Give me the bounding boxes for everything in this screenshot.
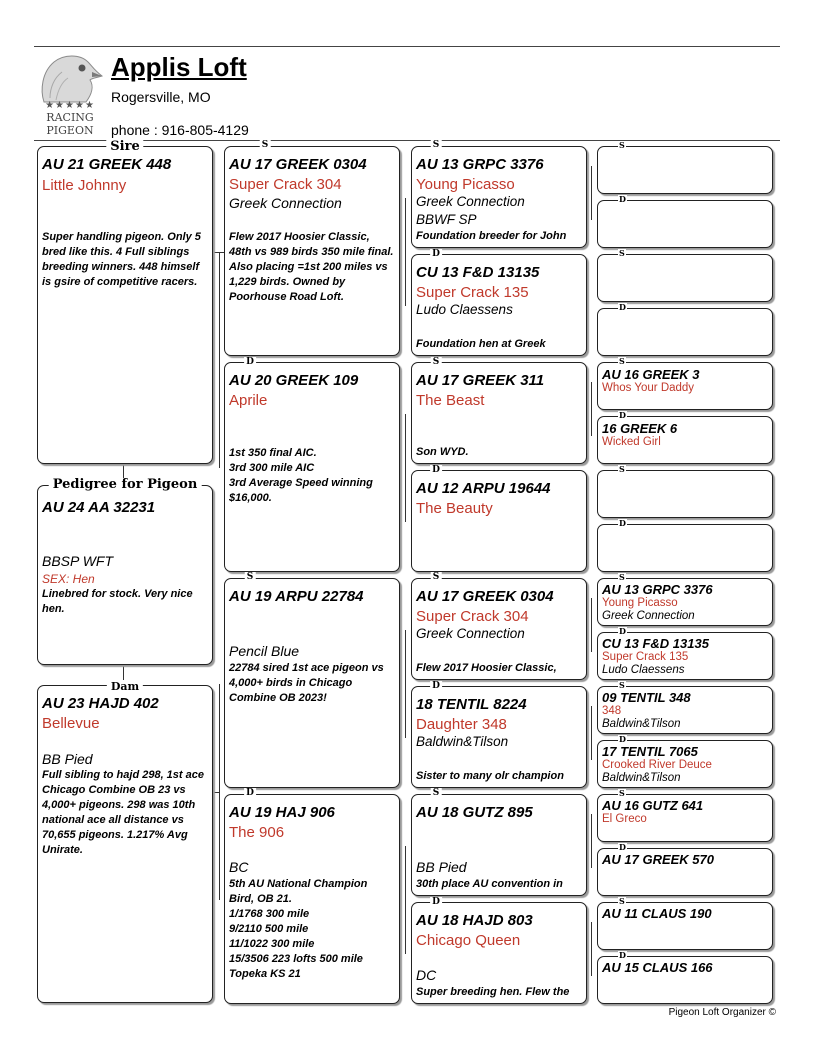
gen4-s-marker: S xyxy=(619,356,625,366)
top-rule xyxy=(34,46,780,47)
gen3-name: The Beauty xyxy=(416,500,493,517)
gen3-s-marker: S xyxy=(432,788,440,798)
gen4-s-marker: S xyxy=(619,788,625,798)
dam-gen2-vertical xyxy=(219,684,220,900)
gen2-card[interactable] xyxy=(224,146,400,356)
gen4-card[interactable] xyxy=(597,200,773,248)
gen4-d-marker: D xyxy=(619,302,626,312)
gen3-d-marker: D xyxy=(432,249,440,259)
logo-text-racing: RACING xyxy=(46,111,94,124)
subject-note: Linebred for stock. Very nice hen. xyxy=(42,588,193,615)
dam-card[interactable] xyxy=(37,685,213,1003)
dam-note: Full sibling to hajd 298, 1st ace Chicago Combine OB 23 vs 4,000+ pigeons. 298 was 10th national ace all distance vs 70,655 pigeons. 1.217% Avg Unirate. xyxy=(42,769,204,856)
racing-pigeon-logo xyxy=(36,50,104,138)
gen4-line: Greek Connection xyxy=(602,610,695,622)
gen4-line: Ludo Claessens xyxy=(602,664,685,676)
gen2-name: Super Crack 304 xyxy=(229,176,342,193)
sire-card[interactable] xyxy=(37,146,213,464)
gen2-color: BC xyxy=(229,859,249,875)
gen2-gen3-vertical-4 xyxy=(405,846,406,954)
gen3-gen4-connector-1 xyxy=(591,166,592,220)
gen4-name: Crooked River Deuce xyxy=(602,759,712,771)
gen3-note: Foundation hen at Greek xyxy=(416,338,546,350)
gen2-color: Pencil Blue xyxy=(229,643,300,659)
sire-band-id: AU 21 GREEK 448 xyxy=(42,156,172,173)
gen3-d-marker: D xyxy=(432,465,440,475)
gen4-band-id: AU 16 GREEK 3 xyxy=(602,367,700,382)
gen3-name: Super Crack 135 xyxy=(416,284,529,301)
gen3-color: DC xyxy=(416,967,437,983)
footer-credit: Pigeon Loft Organizer © xyxy=(668,1007,776,1018)
gen4-band-id: CU 13 F&D 13135 xyxy=(602,636,709,651)
gen4-name: El Greco xyxy=(602,813,647,825)
subject-band-id: AU 24 AA 32231 xyxy=(42,499,156,516)
gen2-line: Greek Connection xyxy=(229,195,342,211)
gen3-band-id: AU 12 ARPU 19644 xyxy=(416,480,551,497)
gen3-line: Greek Connection xyxy=(416,626,525,641)
gen2-card[interactable] xyxy=(224,794,400,1004)
gen4-card[interactable] xyxy=(597,578,773,626)
loft-location: Rogersville, MO xyxy=(111,89,211,105)
gen3-band-id: AU 18 HAJD 803 xyxy=(416,912,533,929)
gen4-card[interactable] xyxy=(597,470,773,518)
gen4-d-marker: D xyxy=(619,410,626,420)
gen4-band-id: 09 TENTIL 348 xyxy=(602,690,691,705)
subject-sex: SEX: Hen xyxy=(42,572,95,586)
loft-phone: phone : 916-805-4129 xyxy=(111,122,249,138)
gen3-name: Super Crack 304 xyxy=(416,608,529,625)
gen4-band-id: 17 TENTIL 7065 xyxy=(602,744,698,759)
gen4-name: 348 xyxy=(602,705,622,717)
gen2-s-marker: S xyxy=(246,572,254,582)
dam-label: Dam xyxy=(107,680,143,694)
gen2-note: Flew 2017 Hoosier Classic, 48th vs 989 birds 350 mile final. Also placing =1st 200 miles vs 1,229 birds. Owned by Poorhouse Road Loft. xyxy=(229,231,394,303)
gen4-s-marker: S xyxy=(619,572,625,582)
sire-note: Super handling pigeon. Only 5 bred like this. 4 Full siblings breeding winners. 448 himself is gsire of competitive racers. xyxy=(42,231,201,288)
gen3-s-marker: S xyxy=(432,572,440,582)
gen4-name: Super Crack 135 xyxy=(602,651,689,663)
gen4-card[interactable] xyxy=(597,254,773,302)
gen3-name: The Beast xyxy=(416,392,485,409)
gen2-note: 22784 sired 1st ace pigeon vs 4,000+ birds in Chicago Combine OB 2023! xyxy=(229,662,384,704)
gen4-line: Baldwin&Tilson xyxy=(602,772,681,784)
gen3-line: Greek Connection xyxy=(416,194,525,209)
gen3-name: Chicago Queen xyxy=(416,932,521,949)
gen3-band-id: AU 13 GRPC 3376 xyxy=(416,156,544,173)
gen3-note: 30th place AU convention in xyxy=(416,878,563,890)
gen4-name: Young Picasso xyxy=(602,597,678,609)
gen3-line2: BBWF SP xyxy=(416,212,477,227)
gen4-s-marker: S xyxy=(619,464,625,474)
gen2-gen3-vertical-1 xyxy=(405,198,406,306)
gen4-band-id: AU 13 GRPC 3376 xyxy=(602,582,713,597)
gen3-band-id: AU 18 GUTZ 895 xyxy=(416,804,533,821)
gen3-note: Sister to many olr champion xyxy=(416,770,564,782)
gen3-card[interactable] xyxy=(411,794,587,896)
gen3-card[interactable] xyxy=(411,578,587,680)
gen4-band-id: AU 17 GREEK 570 xyxy=(602,852,714,867)
gen4-d-marker: D xyxy=(619,518,626,528)
gen3-note: Foundation breeder for John xyxy=(416,230,567,242)
dam-gen2-connector xyxy=(213,792,219,793)
gen2-d-marker: D xyxy=(246,357,254,367)
gen2-name: The 906 xyxy=(229,824,285,841)
gen3-note: Super breeding hen. Flew the xyxy=(416,986,570,998)
pigeon-head-icon xyxy=(36,50,104,104)
gen4-band-id: 16 GREEK 6 xyxy=(602,421,678,436)
gen3-gen4-connector-8 xyxy=(591,922,592,976)
gen4-card[interactable] xyxy=(597,956,773,1004)
pedigree-for-pigeon-label: Pedigree for Pigeon xyxy=(49,478,202,492)
gen4-d-marker: D xyxy=(619,950,626,960)
gen3-line: Baldwin&Tilson xyxy=(416,734,509,749)
sire-label: Sire xyxy=(106,140,143,154)
header-rule xyxy=(34,140,780,141)
gen4-card[interactable] xyxy=(597,632,773,680)
gen4-card[interactable] xyxy=(597,146,773,194)
gen3-gen4-connector-6 xyxy=(591,706,592,760)
gen4-card[interactable] xyxy=(597,848,773,896)
gen4-band-id: AU 11 CLAUS 190 xyxy=(602,906,712,921)
gen2-band-id: AU 17 GREEK 0304 xyxy=(229,156,367,173)
gen4-s-marker: S xyxy=(619,680,625,690)
gen2-d-marker: D xyxy=(246,788,254,798)
gen3-gen4-connector-5 xyxy=(591,598,592,652)
gen3-note: Flew 2017 Hoosier Classic, xyxy=(416,662,557,674)
gen4-s-marker: S xyxy=(619,896,625,906)
gen3-d-marker: D xyxy=(432,897,440,907)
gen3-card[interactable] xyxy=(411,146,587,248)
loft-name: Applis Loft xyxy=(111,52,247,82)
gen2-band-id: AU 19 ARPU 22784 xyxy=(229,588,364,605)
gen4-card[interactable] xyxy=(597,794,773,842)
gen4-d-marker: D xyxy=(619,734,626,744)
gen4-card[interactable] xyxy=(597,416,773,464)
gen3-name: Young Picasso xyxy=(416,176,515,193)
gen4-s-marker: S xyxy=(619,248,625,258)
gen4-band-id: AU 16 GUTZ 641 xyxy=(602,798,704,813)
dam-band-id: AU 23 HAJD 402 xyxy=(42,695,159,712)
logo-text-pigeon: PIGEON xyxy=(46,124,94,137)
gen4-card[interactable] xyxy=(597,308,773,356)
sire-gen2-vertical xyxy=(219,252,220,468)
gen3-s-marker: S xyxy=(432,140,440,150)
logo-stars: ★★★★★ xyxy=(45,100,95,111)
gen4-band-id: AU 15 CLAUS 166 xyxy=(602,960,713,975)
gen2-note: 5th AU National Champion Bird, OB 21. 1/1768 300 mile 9/2110 500 mile 11/1022 300 mile 15/3506 223 lofts 500 mile Topeka KS 21 xyxy=(229,878,368,980)
gen4-d-marker: D xyxy=(619,194,626,204)
dam-color: BB Pied xyxy=(42,751,93,767)
gen3-gen4-connector-7 xyxy=(591,814,592,868)
gen4-s-marker: S xyxy=(619,140,625,150)
gen4-card[interactable] xyxy=(597,524,773,572)
gen3-card[interactable] xyxy=(411,470,587,572)
gen4-card[interactable] xyxy=(597,686,773,734)
gen2-card[interactable] xyxy=(224,362,400,572)
gen2-name: Aprile xyxy=(229,392,268,409)
gen4-name: Wicked Girl xyxy=(602,436,661,448)
gen2-note: 1st 350 final AIC. 3rd 300 mile AIC 3rd Average Speed winning $16,000. xyxy=(229,447,373,504)
gen3-gen4-connector-3 xyxy=(591,382,592,436)
gen3-card[interactable] xyxy=(411,254,587,356)
gen3-name: Daughter 348 xyxy=(416,716,507,733)
gen3-line: Ludo Claessens xyxy=(416,302,513,317)
gen3-s-marker: S xyxy=(432,357,440,367)
subject-color: BBSP WFT xyxy=(42,553,114,569)
dam-name: Bellevue xyxy=(42,715,100,732)
gen3-card[interactable] xyxy=(411,362,587,464)
gen2-gen3-vertical-3 xyxy=(405,630,406,738)
sire-name: Little Johnny xyxy=(42,177,127,194)
gen4-card[interactable] xyxy=(597,362,773,410)
subject-card[interactable] xyxy=(37,485,213,665)
gen4-card[interactable] xyxy=(597,740,773,788)
gen3-card[interactable] xyxy=(411,686,587,788)
gen3-color: BB Pied xyxy=(416,859,467,875)
gen3-band-id: AU 17 GREEK 311 xyxy=(416,372,545,389)
gen4-d-marker: D xyxy=(619,626,626,636)
gen3-band-id: 18 TENTIL 8224 xyxy=(416,696,527,713)
gen3-note: Son WYD. xyxy=(416,446,469,458)
gen2-gen3-vertical-2 xyxy=(405,414,406,522)
gen2-band-id: AU 20 GREEK 109 xyxy=(229,372,359,389)
gen4-name: Whos Your Daddy xyxy=(602,382,695,394)
gen3-d-marker: D xyxy=(432,681,440,691)
gen2-s-marker: S xyxy=(261,140,269,150)
gen2-band-id: AU 19 HAJ 906 xyxy=(229,804,335,821)
gen4-line: Baldwin&Tilson xyxy=(602,718,681,730)
gen3-card[interactable] xyxy=(411,902,587,1004)
gen3-band-id: AU 17 GREEK 0304 xyxy=(416,588,554,605)
gen2-card[interactable] xyxy=(224,578,400,788)
gen4-card[interactable] xyxy=(597,902,773,950)
gen3-band-id: CU 13 F&D 13135 xyxy=(416,264,540,281)
gen4-d-marker: D xyxy=(619,842,626,852)
